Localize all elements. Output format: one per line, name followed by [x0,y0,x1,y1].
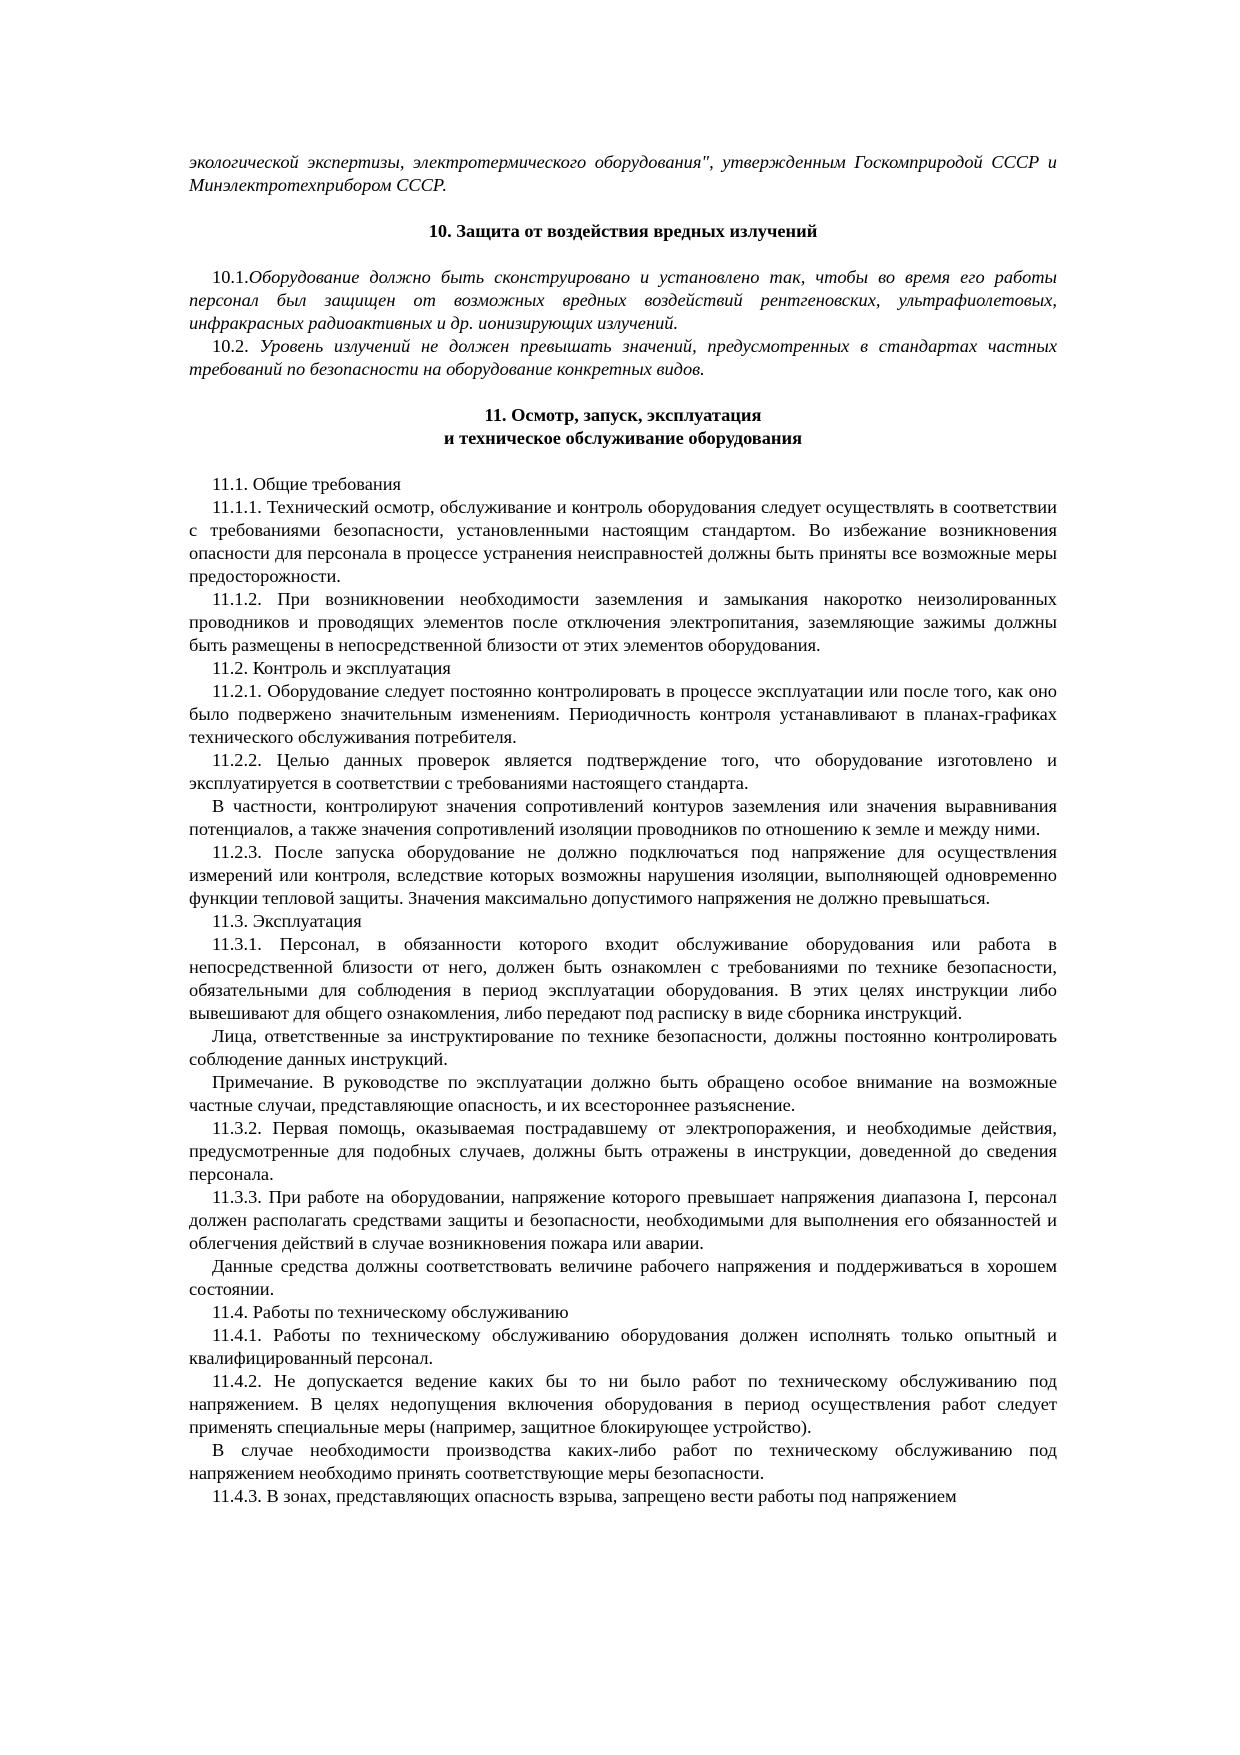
paragraph: 11.1. Общие требования [212,474,402,494]
paragraph: 11.3.2. Первая помощь, оказываемая пострадавшему от электропоражения, и необходимые действия, предусмотренные для подобных случаев, должны быть отражены в инструкции, доведенной до сведения персонала. [189,1118,1057,1184]
paragraph: 11.3.1. Персонал, в обязанности которого входит обслуживание оборудования или работа в непосредственной близости от него, должен быть ознакомлен с требованиями по технике безопасности, обязательными для соблюдения в период эксплуатации оборудования. В этих целях инструкции либо вывешивают для общего ознакомления, либо передают под расписку в виде сборника инструкций. [189,934,1057,1023]
document-page [189,151,1057,1508]
paragraph-10-1-number: 10.1. [212,267,249,287]
section-11-heading-line-2: и техническое обслуживание оборудования [443,428,803,448]
paragraph: 11.4. Работы по техническому обслуживанию [212,1302,569,1322]
paragraph: 11.4.3. В зонах, представляющих опасность взрыва, запрещено вести работы под напряжением [212,1486,957,1506]
paragraph: 11.1.2. При возникновении необходимости заземления и замыкания накоротко неизолированных проводников и проводящих элементов после отключения электропитания, заземляющие зажимы должны быть размещены в непосредственной близости от этих элементов оборудования. [189,589,1057,655]
paragraph: 11.4.2. Не допускается ведение каких бы то ни было работ по техническому обслуживанию под напряжением. В целях недопущения включения оборудования в период осуществления работ следует применять специальные меры (например, защитное блокирующее устройство). [189,1371,1057,1437]
intro-continuation: экологической экспертизы, электротермического оборудования", утвержденным Госкомприродой СССР и Минэлектротехприбором СССР. [189,152,1057,195]
paragraph: Примечание. В руководстве по эксплуатации должно быть обращено особое внимание на возможные частные случаи, представляющие опасность, и их всестороннее разъяснение. [189,1072,1057,1115]
paragraph: В частности, контролируют значения сопротивлений контуров заземления или значения выравнивания потенциалов, а также значения сопротивлений изоляции проводников по отношению к земле и между ними. [189,796,1057,839]
paragraph: 11.4.1. Работы по техническому обслуживанию оборудования должен исполнять только опытный и квалифицированный персонал. [189,1325,1057,1368]
paragraph-10-1-text: Оборудование должно быть сконструировано и установлено так, чтобы во время его работы персонал был защищен от возможных вредных воздействий рентгеновских, ультрафиолетовых, инфракрасных радиоактивных и др. ионизирующих излучений. [189,267,1057,333]
paragraph: 11.3. Эксплуатация [212,911,362,931]
section-11-heading-line-1: 11. Осмотр, запуск, эксплуатация [484,405,762,425]
paragraph-10-2-text: Уровень излучений не должен превышать значений, предусмотренных в стандартах частных требований по безопасности на оборудование конкретных видов. [189,336,1057,379]
paragraph: 11.1.1. Технический осмотр, обслуживание и контроль оборудования следует осуществлять в соответствии с требованиями безопасности, установленными настоящим стандартом. Во избежание возникновения опасности для персонала в процессе устранения неисправностей должны быть приняты все возможные меры предосторожности. [189,497,1057,586]
paragraph: 11.2.1. Оборудование следует постоянно контролировать в процессе эксплуатации или после того, как оно было подвержено значительным изменениям. Периодичность контроля устанавливают в планах-графиках технического обслуживания потребителя. [189,681,1057,747]
paragraph-10-2 [189,335,1057,381]
paragraph: В случае необходимости производства каких-либо работ по техническому обслуживанию под напряжением необходимо принять соответствующие меры безопасности. [189,1440,1057,1483]
paragraph: Лица, ответственные за инструктирование по технике безопасности, должны постоянно контролировать соблюдение данных инструкций. [189,1026,1057,1069]
paragraph: 11.3.3. При работе на оборудовании, напряжение которого превышает напряжения диапазона I, персонал должен располагать средствами защиты и безопасности, необходимыми для выполнения его обязанностей и облегчения действий в случае возникновения пожара или аварии. [189,1187,1057,1253]
paragraph-10-2-number: 10.2. [212,336,260,356]
paragraph-10-1 [189,266,1057,335]
paragraph: 11.2. Контроль и эксплуатация [212,658,451,678]
paragraph: 11.2.2. Целью данных проверок является подтверждение того, что оборудование изготовлено и эксплуатируется в соответствии с требованиями настоящего стандарта. [189,750,1057,793]
paragraph: Данные средства должны соответствовать величине рабочего напряжения и поддерживаться в хорошем состоянии. [189,1256,1057,1299]
paragraph: 11.2.3. После запуска оборудование не должно подключаться под напряжение для осуществления измерений или контроля, вследствие которых возможны нарушения изоляции, выполняющей одновременно функции тепловой защиты. Значения максимально допустимого напряжения не должно превышаться. [189,842,1057,908]
section-10-heading: 10. Защита от воздействия вредных излучений [428,221,818,241]
